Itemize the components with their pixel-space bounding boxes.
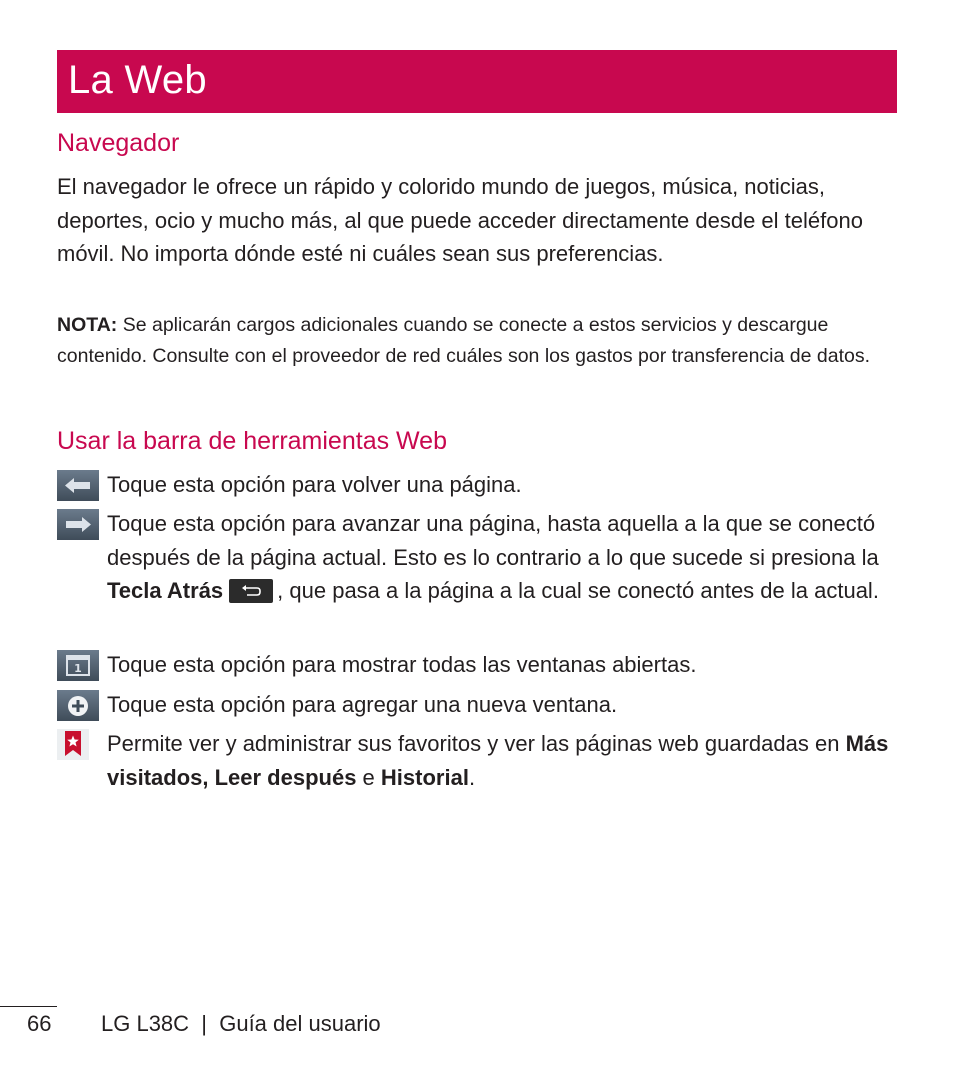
bookmarks-bold-1: Más visitados, Leer después: [107, 731, 889, 790]
bookmarks-text-before: Permite ver y administrar sus favoritos y ver las páginas web guardadas en: [107, 731, 846, 756]
bookmarks-text-after: .: [468, 764, 476, 790]
bookmarks-bold-2: Historial: [380, 764, 469, 790]
forward-text-before: Toque esta opción para avanzar una página, hasta aquella a la que se conectó después de la página actual. Esto es lo contrario a lo que sucede si presiona la: [107, 511, 879, 570]
forward-arrow-icon: [57, 509, 99, 540]
footer-rule: [0, 1006, 57, 1007]
title-bar: [57, 50, 897, 113]
windows-description: Toque esta opción para mostrar todas las ventanas abiertas.: [107, 652, 697, 677]
bookmarks-description: [107, 727, 897, 794]
note-text: Se aplicarán cargos adicionales cuando se conecte a estos servicios y descargue contenido. Consulte con el proveedor de red cuáles son los gastos por transferencia de datos.: [57, 314, 871, 367]
new-window-description: Toque esta opción para agregar una nueva ventana.: [107, 692, 618, 717]
back-description: Toque esta opción para volver una página.: [107, 472, 522, 497]
note-label: NOTA:: [57, 314, 118, 336]
navegador-body: El navegador le ofrece un rápido y colorido mundo de juegos, música, noticias, deportes, ocio y mucho más, al que puede acceder directamente desde el teléfono móvil. No importa dónde esté ni cuáles sean sus preferencias.: [57, 174, 863, 266]
page-title: La Web: [68, 58, 207, 102]
back-arrow-icon: [57, 470, 99, 501]
add-window-icon: [57, 690, 99, 721]
page-number: 66: [27, 1011, 52, 1036]
back-key-label: Tecla Atrás: [107, 578, 224, 603]
bookmarks-middle: e: [356, 764, 381, 790]
note-paragraph: [57, 310, 897, 372]
section-heading-navegador: Navegador: [57, 129, 180, 157]
bookmark-icon: [57, 729, 99, 760]
back-key-icon: [229, 579, 273, 603]
forward-text-after: , que pasa a la página a la cual se conectó antes de la actual.: [277, 578, 879, 603]
windows-count-badge: 1: [74, 662, 82, 675]
section-heading-toolbar: Usar la barra de herramientas Web: [57, 427, 447, 455]
footer-text: LG L38C | Guía del usuario: [101, 1011, 381, 1036]
windows-icon: [57, 650, 99, 681]
forward-description: [107, 507, 897, 608]
